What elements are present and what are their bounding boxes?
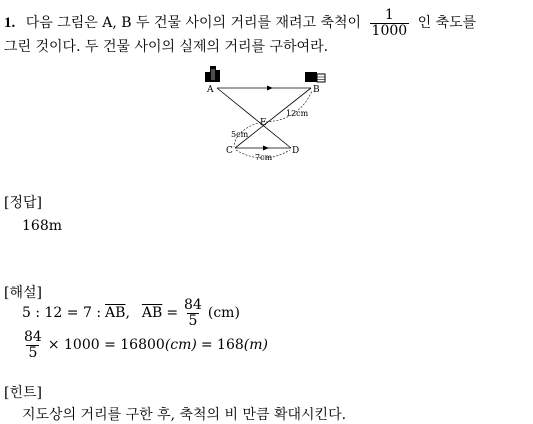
- building-b-icon: [305, 72, 325, 82]
- problem-text-line2: 그린 것이다. 두 건물 사이의 실제의 거리를 구하여라.: [4, 39, 329, 55]
- problem-number: 1.: [4, 15, 16, 32]
- label-d: D: [292, 146, 300, 156]
- label-c: C: [226, 146, 233, 156]
- eq2-cm: (cm): [164, 337, 197, 354]
- eq2-denominator: 5: [28, 344, 38, 361]
- eq2-fraction: [22, 330, 44, 360]
- scale-numerator: 1: [384, 7, 394, 23]
- label-e: E: [260, 118, 267, 128]
- eq1-segment-ab-2: $\overline{AB}$: [141, 305, 163, 322]
- problem-line-1: [4, 8, 476, 38]
- eq1-fraction: [182, 298, 204, 328]
- eq1-equals: =: [166, 305, 179, 322]
- label-a: A: [207, 85, 214, 95]
- dim-ec-label: 5cm: [231, 130, 249, 139]
- explanation-equation-2: [22, 330, 268, 360]
- problem-text-end: 인 축도를: [417, 15, 477, 32]
- eq2-numerator: 84: [24, 329, 42, 345]
- building-a-icon: [205, 66, 220, 82]
- eq2-product: × 1000 = 16800: [47, 337, 165, 354]
- eq1-denominator: 5: [188, 312, 198, 329]
- eq1-segment-ab: $\overline{AB}$: [105, 305, 126, 322]
- scale-fraction: [370, 8, 410, 38]
- eq2-m: (m): [243, 337, 268, 354]
- eq2-equals: = 168: [200, 337, 244, 354]
- problem-line-2: [4, 36, 328, 56]
- eq1-numerator: 84: [184, 297, 202, 313]
- scale-denominator: 1000: [371, 22, 408, 39]
- explanation-equation-1: [22, 298, 240, 328]
- answer-value: 168m: [22, 218, 62, 234]
- hint-header: [힌트]: [4, 385, 42, 401]
- eq1-ratio: 5 : 12 = 7 :: [22, 305, 102, 322]
- distance-figure: [195, 62, 345, 166]
- dim-eb-label: 12cm: [286, 109, 309, 118]
- answer-header: [정답]: [4, 195, 42, 211]
- eq1-unit: (cm): [207, 305, 240, 322]
- label-b: B: [313, 85, 320, 95]
- dim-cd-label: 7cm: [255, 153, 273, 162]
- problem-text-start: 다음 그림은 A, B 두 건물 사이의 거리를 재려고 축척이: [25, 15, 362, 32]
- explanation-header: [해설]: [4, 285, 42, 301]
- eq1-comma: ,: [125, 305, 130, 322]
- hint-text: 지도상의 거리를 구한 후, 축척의 비 만큼 확대시킨다.: [22, 407, 347, 423]
